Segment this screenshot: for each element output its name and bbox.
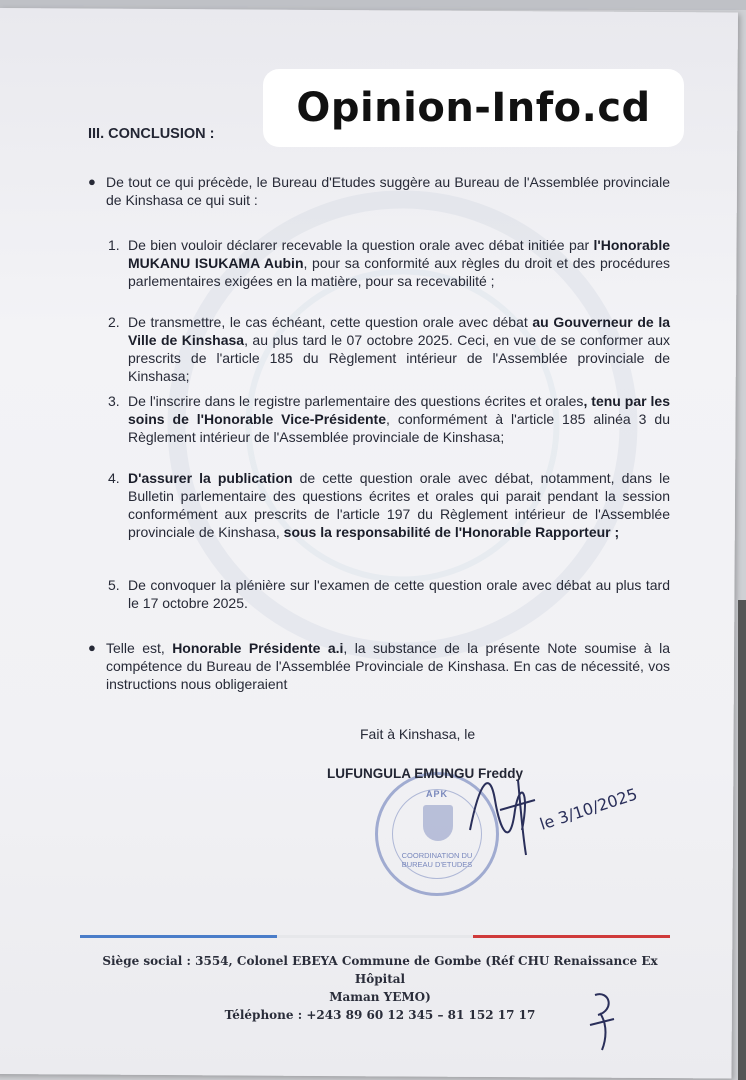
- item-text: [128, 392, 670, 446]
- handwritten-initial-icon: [580, 985, 630, 1055]
- bullet-icon: ●: [88, 640, 96, 655]
- list-item: [108, 236, 670, 290]
- signer-name: LUFUNGULA EMUNGU Freddy: [327, 766, 523, 781]
- item-text: [128, 313, 670, 385]
- handwritten-signature-icon: [460, 760, 660, 870]
- footer-flag-rule: [80, 935, 670, 938]
- intro-paragraph: [88, 173, 670, 209]
- list-item: [108, 313, 670, 385]
- stamp-line-1: COORDINATION DU: [401, 851, 473, 860]
- bold-text-run: D'assurer la publication: [128, 470, 293, 486]
- bold-text-run: Honorable Présidente a.i: [172, 640, 344, 656]
- text-run: de cette question orale avec débat, notamment, dans le Bulletin parlementaire des questions écrites et orales qui parait pendant la session conformément aux prescrits de l'article 197 du Règlement intérieur de l'Assemblée provinciale de Kinshasa,: [128, 470, 670, 540]
- section-title: III. CONCLUSION :: [88, 126, 215, 142]
- item-number: 5.: [108, 577, 120, 593]
- item-text: [128, 576, 670, 612]
- list-item: [108, 469, 670, 541]
- address-line-2: Maman YEMO): [329, 990, 431, 1004]
- text-run: De convoquer la plénière sur l'examen de cette question orale avec débat au plus tard le 17 octobre 2025.: [128, 577, 670, 611]
- phone-line: Téléphone : +243 89 60 12 345 – 81 152 17 17: [224, 1008, 536, 1022]
- text-run: De l'inscrire dans le registre parlementaire des questions écrites et orales: [128, 393, 584, 409]
- stamp-top-text: APK: [425, 789, 448, 799]
- bold-text-run: au Gouverneur de la Ville de Kinshasa: [128, 314, 670, 348]
- scan-right-edge: [738, 600, 746, 1080]
- bullet-icon: ●: [88, 174, 96, 189]
- closing-text: [106, 639, 670, 693]
- item-number: 4.: [108, 470, 120, 486]
- list-item: [108, 576, 670, 612]
- rule-red: [473, 935, 670, 938]
- item-number: 1.: [108, 237, 120, 253]
- text-run: De transmettre, le cas échéant, cette question orale avec débat: [128, 314, 533, 330]
- brand-watermark: Opinion-Info.cd: [263, 69, 684, 147]
- handwritten-date: le 3/10/2025: [537, 784, 640, 834]
- text-run: , conformément à l'article 185 alinéa 3 du Règlement intérieur de l'Assemblée provinciale de Kinshasa;: [128, 411, 670, 445]
- text-run: Telle est,: [106, 640, 173, 656]
- intro-text: De tout ce qui précède, le Bureau d'Etudes suggère au Bureau de l'Assemblée provinciale de Kinshasa ce qui suit :: [106, 174, 670, 208]
- stamp-line-2: BUREAU D'ETUDES: [401, 860, 473, 869]
- text-run: De bien vouloir déclarer recevable la question orale avec débat initiée par: [128, 237, 594, 253]
- bold-text-run: sous la responsabilité de l'Honorable Rapporteur ;: [283, 524, 620, 540]
- text-run: , pour sa conformité aux règles du droit et des procédures parlementaires exigées en la matière, pour sa recevabilité ;: [128, 255, 670, 289]
- text-run: , au plus tard le 07 octobre 2025. Ceci, en vue de se conformer aux prescrits de l'article 185 du Règlement intérieur de l'Assemblée provinciale de Kinshasa;: [128, 332, 671, 384]
- text-run: , la substance de la présente Note soumise à la compétence du Bureau de l'Assemblée Provinciale de Kinshasa. En cas de nécessité, vos instructions nous obligeraient: [106, 640, 671, 692]
- document-page: [0, 8, 738, 1078]
- item-number: 3.: [108, 393, 120, 409]
- bold-text-run: , tenu par les soins de l'Honorable Vice-Présidente: [128, 393, 670, 427]
- rule-white: [277, 935, 474, 938]
- closing-paragraph: [88, 639, 670, 693]
- address-line-1: Siège social : 3554, Colonel EBEYA Commune de Gombe (Réf CHU Renaissance Ex Hôpital: [102, 954, 658, 986]
- rule-blue: [80, 935, 277, 938]
- list-item: [108, 392, 670, 446]
- item-number: 2.: [108, 314, 120, 330]
- place-date-line: Fait à Kinshasa, le: [360, 726, 476, 742]
- stamp-emblem-icon: [423, 805, 453, 841]
- bold-text-run: l'Honorable MUKANU ISUKAMA Aubin: [128, 237, 670, 271]
- item-text: [128, 469, 670, 541]
- item-text: [128, 236, 670, 290]
